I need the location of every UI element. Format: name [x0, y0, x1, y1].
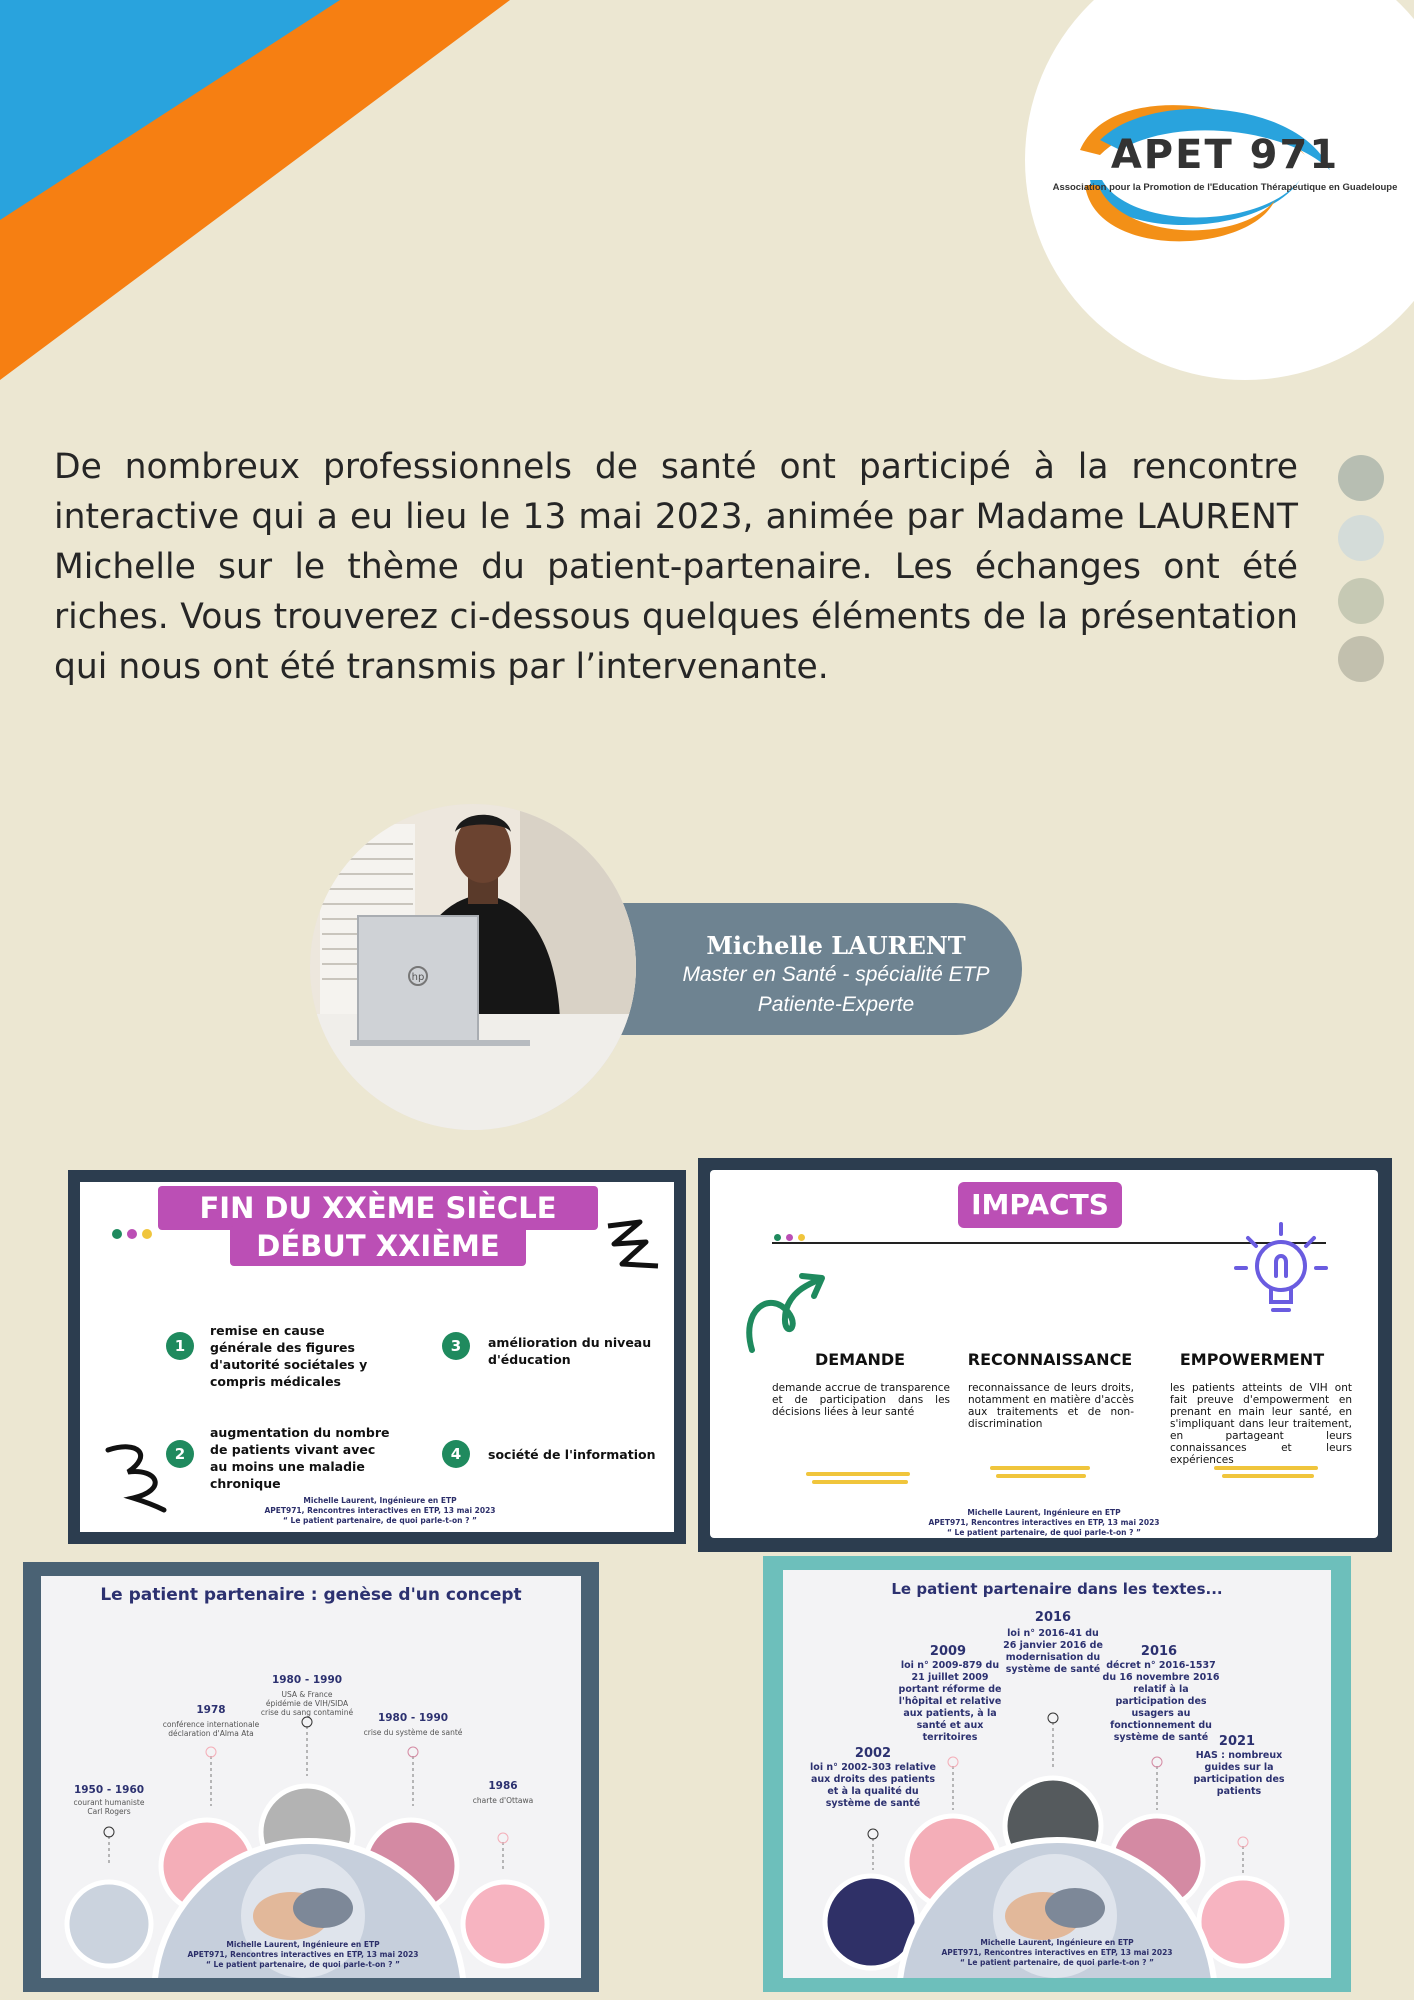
slide4-footer: Michelle Laurent, Ingénieure en ETP APET971, Rencontres interactives en ETP, 13 mai 2023 “ Le patient partenaire, de quoi parle-t-on ? ” [941, 1938, 1173, 1967]
slide-dans-les-textes [763, 1556, 1351, 1992]
yellow-line [812, 1480, 908, 1484]
slide-genese-concept [23, 1562, 599, 1992]
timeline-desc: charte d'Ottawa [472, 1796, 534, 1805]
slide4-title: Le patient partenaire dans les textes... [891, 1580, 1223, 1598]
timeline-year: 2016 [1034, 1610, 1072, 1625]
timeline-year: 1980 - 1990 [377, 1712, 449, 1724]
point-1-text: remise en cause générale des figures d'autorité sociétales y compris médicales [210, 1323, 368, 1389]
yellow-line [990, 1466, 1090, 1470]
curved-arrow-icon [740, 1270, 830, 1360]
timeline-desc: loi n° 2009-879 du 21 juillet 2009 portant réforme de l'hôpital et relative aux patients, à la santé et aux territoires [898, 1660, 1002, 1743]
decor-dot-1 [1338, 455, 1384, 501]
timeline-desc: USA & France épidémie de VIH/SIDA crise du sang contaminé [260, 1690, 354, 1717]
decor-dot-4 [1338, 636, 1384, 682]
slide3-footer: Michelle Laurent, Ingénieure en ETP APET971, Rencontres interactives en ETP, 13 mai 2023 “ Le patient partenaire, de quoi parle-t-on ? ” [187, 1940, 419, 1969]
corner-stripes [0, 0, 520, 380]
timeline-year: 2021 [1218, 1734, 1256, 1749]
slide1-footer: Michelle Laurent, Ingénieure en ETP APET971, Rencontres interactives en ETP, 13 mai 2023 “ Le patient partenaire, de quoi parle-t-on ? ” [264, 1496, 496, 1525]
slide2-title: IMPACTS [958, 1182, 1122, 1228]
point-4-text: société de l'information [488, 1447, 656, 1462]
yellow-line [996, 1474, 1086, 1478]
timeline-arcs [41, 1576, 581, 1978]
slide-fin-du-siecle [68, 1170, 686, 1544]
zigzag-doodle-icon [600, 1214, 670, 1284]
logo-text: APET 971 [1110, 132, 1340, 178]
slide2-footer: Michelle Laurent, Ingénieure en ETP APET971, Rencontres interactives en ETP, 13 mai 2023 “ Le patient partenaire, de quoi parle-t-on ? ” [928, 1508, 1160, 1537]
timeline-year: 2016 [1140, 1644, 1178, 1659]
speaker-role: Patiente-Experte [757, 993, 915, 1016]
intro-paragraph: De nombreux professionnels de santé ont participé à la rencontre interactive qui a eu lieu le 13 mai 2023, animée par Madame LAURENT Michelle sur le thème du patient-partenaire. Les échanges ont été riches. Vous trouverez ci-dessous quelques éléments de la présentation qui nous ont été transmis par l’intervenante. [54, 447, 1298, 687]
point-number-3: 3 [442, 1332, 470, 1360]
point-number-4: 4 [442, 1440, 470, 1468]
point-2-text: augmentation du nombre de patients vivant avec au moins une maladie chronique [210, 1425, 390, 1491]
col-empowerment-heading: EMPOWERMENT [1179, 1350, 1325, 1369]
slide1-title-1: FIN DU XXÈME SIÈCLE [158, 1186, 598, 1230]
speaker-photo-illustration [310, 804, 636, 1130]
timeline-year: 1980 - 1990 [271, 1674, 343, 1686]
slide1-title-2: DÉBUT XXIÈME [230, 1226, 526, 1266]
decor-dot-3 [1338, 578, 1384, 624]
point-number-2: 2 [166, 1440, 194, 1468]
col-reconnaissance-heading: RECONNAISSANCE [967, 1350, 1133, 1369]
point-number-1: 1 [166, 1332, 194, 1360]
tri-dots-icon [112, 1224, 152, 1243]
speaker-photo [310, 804, 636, 1130]
yellow-line [1222, 1474, 1314, 1478]
decor-dot-2 [1338, 515, 1384, 561]
yellow-line [806, 1472, 910, 1476]
timeline-desc: HAS : nombreux guides sur la participation des patients [1193, 1750, 1285, 1797]
apet-logo [1040, 60, 1410, 260]
svg-text:hp: hp [411, 972, 425, 983]
speaker-degree: Master en Santé - spécialité ETP [682, 963, 990, 986]
logo-subtitle: Association pour la Promotion de l'Education Thérapeutique en Guadeloupe [1052, 182, 1398, 193]
timeline-year: 2009 [929, 1644, 967, 1659]
timeline-year: 1986 [488, 1780, 518, 1792]
timeline-year: 1978 [196, 1704, 226, 1716]
col-demande-text: demande accrue de transparence et de participation dans les décisions liées à leur santé [772, 1382, 950, 1418]
col-empowerment-text: les patients atteints de VIH ont fait preuve d'empowerment en prenant en main leur santé, en s'impliquant dans leur traitement, en partageant leurs connaissances et leurs expériences [1170, 1382, 1352, 1466]
slide3-title: Le patient partenaire : genèse d'un concept [100, 1585, 522, 1605]
timeline-desc: courant humaniste Carl Rogers [73, 1798, 145, 1816]
yellow-line [1214, 1466, 1318, 1470]
timeline-desc: conférence internationale déclaration d'Alma Ata [162, 1720, 260, 1738]
col-demande-heading: DEMANDE [814, 1350, 906, 1369]
timeline-desc: loi n° 2016-41 du 26 janvier 2016 de modernisation du système de santé [1003, 1628, 1103, 1675]
speaker-name: Michelle LAURENT [706, 931, 966, 960]
timeline-year: 2002 [854, 1746, 892, 1761]
timeline-desc: crise du système de santé [363, 1728, 463, 1737]
slide-impacts [698, 1158, 1392, 1552]
speaker-card [610, 903, 1022, 1035]
point-3-text: amélioration du niveau d'éducation [488, 1335, 652, 1367]
timeline-year: 1950 - 1960 [73, 1784, 145, 1796]
lightbulb-icon [1226, 1216, 1336, 1326]
timeline-desc: décret n° 2016-1537 du 16 novembre 2016 relatif à la participation des usagers au fonctionnement du système de santé [1102, 1660, 1220, 1743]
timeline-desc: loi n° 2002-303 relative aux droits des patients et à la qualité du système de santé [810, 1762, 936, 1809]
col-reconnaissance-text: reconnaissance de leurs droits, notamment en matière d'accès aux traitements et de non-discrimination [968, 1382, 1134, 1430]
